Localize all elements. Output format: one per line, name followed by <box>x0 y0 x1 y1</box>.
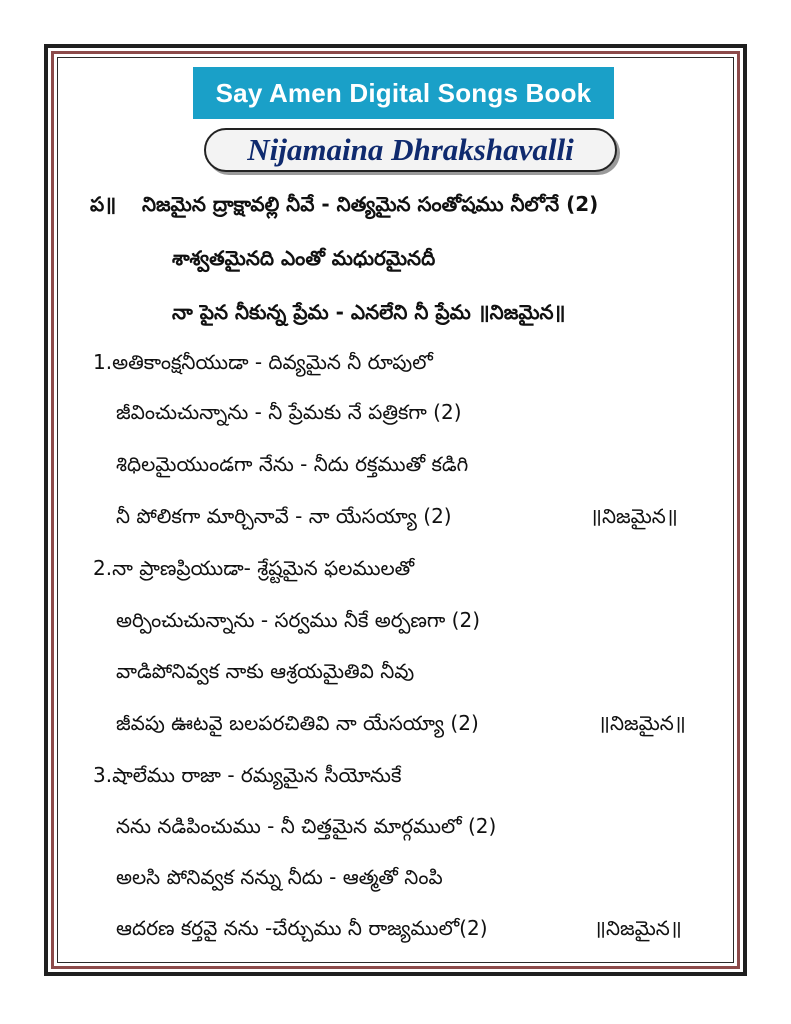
verse-3-line-2: నను నడిపించుము - నీ చిత్తమైన మార్గములో (2) <box>116 814 497 838</box>
pallavi-marker: ప॥ <box>90 192 117 216</box>
verse-1-refrain: ॥నిజమైన॥ <box>590 504 678 528</box>
verse-1-line-4: నీ పోలికగా మార్చినావే - నా యేసయ్యా (2) <box>116 504 452 528</box>
pallavi-line-3: నా పైన నీకున్న ప్రేమ - ఎనలేని నీ ప్రేమ ॥నిజమైన॥ <box>172 300 566 324</box>
verse-2-refrain: ॥నిజమైన॥ <box>598 711 686 735</box>
verse-3-refrain: ॥నిజమైన॥ <box>594 916 682 940</box>
verse-1-line-1: 1.అతికాంక్షనీయుడా - దివ్యమైన నీ రూపులో <box>93 350 433 374</box>
verse-3-line-4: ఆదరణ కర్తవై నను -చేర్చుము నీ రాజ్యములో(2) <box>116 916 488 940</box>
verse-3-line-3: అలసి పోనివ్వక నన్ను నీదు - ఆత్మతో నింపి <box>116 865 443 889</box>
verse-1-line-3: శిధిలమైయుండగా నేను - నీదు రక్తముతో కడిగి <box>116 452 469 476</box>
pallavi-line-2: శాశ్వతమైనది ఎంతో మధురమైనదీ <box>172 246 436 270</box>
book-banner: Say Amen Digital Songs Book <box>193 67 614 119</box>
verse-2-line-3: వాడిపోనివ్వక నాకు ఆశ్రయమైతివి నీవు <box>116 659 415 683</box>
verse-2-line-2: అర్పించుచున్నాను - సర్వము నీకే అర్పణగా (2) <box>116 608 481 632</box>
verse-3-line-1: 3.షాలేము రాజా - రమ్యమైన సీయోనుకే <box>93 763 402 787</box>
song-title: Nijamaina Dhrakshavalli <box>204 128 617 172</box>
pallavi-line-1: నిజమైన ద్రాక్షావల్లి నీవే - నిత్యమైన సంతోషము నీలోనే (2) <box>142 192 599 216</box>
verse-2-line-1: 2.నా ప్రాణప్రియుడా- శ్రేష్టమైన ఫలములతో <box>93 556 415 580</box>
verse-2-line-4: జీవపు ఊటవై బలపరచితివి నా యేసయ్యా (2) <box>116 711 479 735</box>
verse-1-line-2: జీవించుచున్నాను - నీ ప్రేమకు నే పత్రికగా (2) <box>116 400 462 424</box>
